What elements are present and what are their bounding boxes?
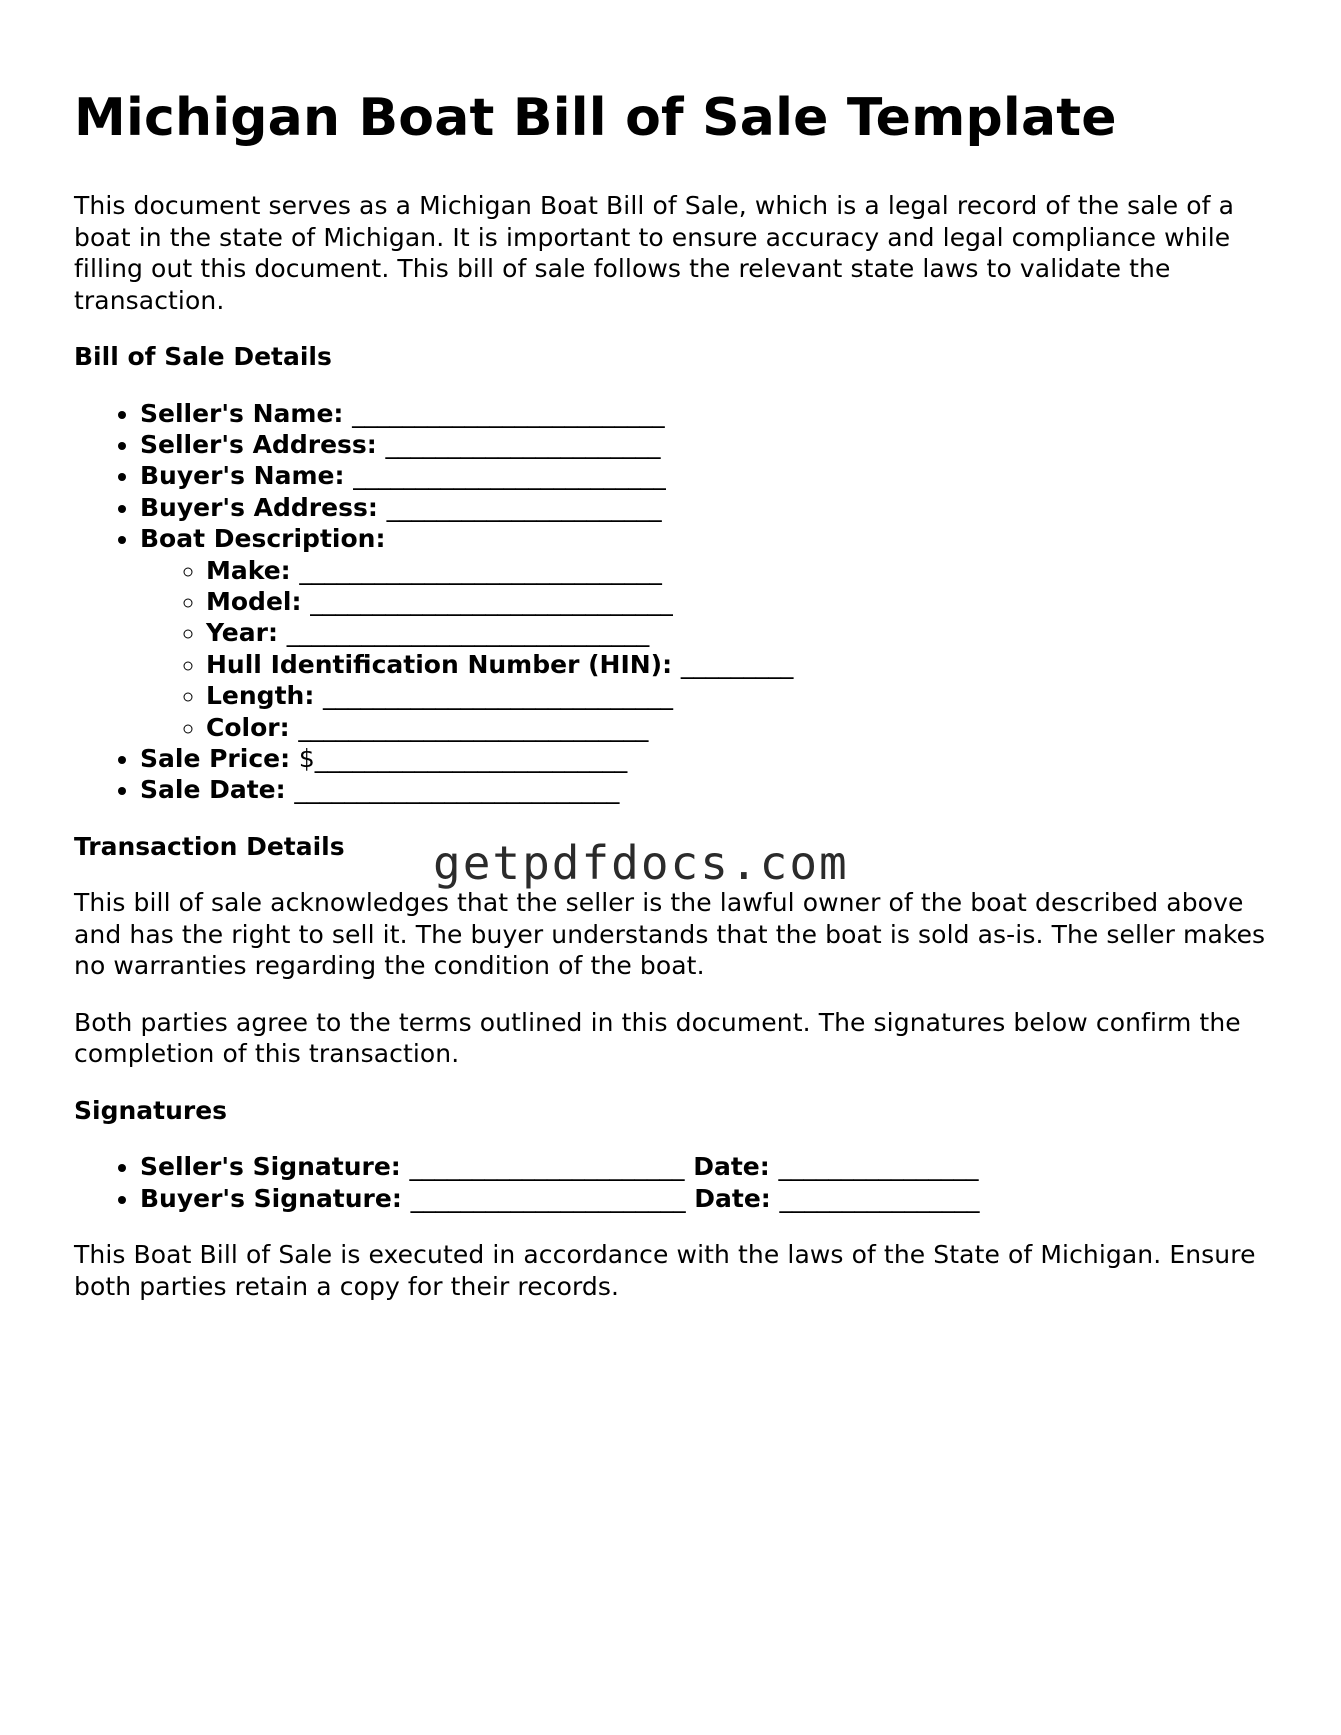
boat-description-field <box>140 523 1274 743</box>
color-blank[interactable]: ____________________________ <box>298 712 649 742</box>
length-field <box>206 680 1274 711</box>
intro-paragraph: This document serves as a Michigan Boat Bill of Sale, which is a legal record of the sale of a boat in the state of Michigan. It is important to ensure accuracy and legal compliance while filling out this document. This bill of sale follows the relevant state laws to validate the transaction. <box>74 191 1235 315</box>
make-label: Make: <box>206 555 291 585</box>
seller-name-blank[interactable]: _________________________ <box>352 398 665 428</box>
length-blank[interactable]: ____________________________ <box>323 681 674 711</box>
model-blank[interactable]: _____________________________ <box>310 586 673 616</box>
sale-date-blank[interactable]: __________________________ <box>294 775 620 805</box>
seller-name-label: Seller's Name: <box>140 398 344 428</box>
details-heading: Bill of Sale Details <box>74 342 332 371</box>
buyer-address-label: Buyer's Address: <box>140 492 378 522</box>
sale-date-label: Sale Date: <box>140 775 286 805</box>
buyer-signature-field <box>140 1183 1274 1214</box>
buyer-address-blank[interactable]: ______________________ <box>386 492 662 522</box>
sale-price-blank[interactable]: $_________________________ <box>298 743 628 773</box>
hin-blank[interactable]: _________ <box>680 649 794 679</box>
buyer-name-field <box>140 460 1274 491</box>
year-label: Year: <box>206 618 278 648</box>
seller-address-blank[interactable]: ______________________ <box>385 429 661 459</box>
hin-label: Hull Identification Number (HIN): <box>206 649 673 679</box>
transaction-paragraph-2: Both parties agree to the terms outlined in this document. The signatures below confirm the completion of this transaction. <box>74 1007 1241 1069</box>
seller-signature-field <box>140 1151 1274 1182</box>
buyer-signature-blank[interactable]: ______________________ <box>410 1183 686 1213</box>
length-label: Length: <box>206 681 315 711</box>
year-blank[interactable]: _____________________________ <box>286 618 650 648</box>
seller-date-label: Date: <box>693 1152 770 1182</box>
details-list <box>74 398 1274 806</box>
year-field <box>206 617 1274 648</box>
model-field <box>206 586 1274 617</box>
color-label: Color: <box>206 712 290 742</box>
buyer-signature-label: Buyer's Signature: <box>140 1183 402 1213</box>
closing-paragraph: This Boat Bill of Sale is executed in accordance with the laws of the State of Michigan. Ensure both parties retain a copy for their records. <box>74 1240 1256 1301</box>
seller-signature-blank[interactable]: ______________________ <box>409 1152 685 1182</box>
boat-description-label: Boat Description: <box>140 524 386 554</box>
document-page <box>74 88 1274 1327</box>
model-label: Model: <box>206 586 302 616</box>
seller-name-field <box>140 398 1274 429</box>
color-field <box>206 712 1274 743</box>
watermark: getpdfdocs.com <box>433 836 849 890</box>
seller-signature-label: Seller's Signature: <box>140 1152 401 1182</box>
transaction-heading: Transaction Details <box>74 831 345 861</box>
transaction-paragraph-1: This bill of sale acknowledges that the seller is the lawful owner of the boat described above and has the right to sell it. The buyer understands that the boat is sold as-is. The seller makes no warranties regarding the condition of the boat. <box>74 888 1266 981</box>
signatures-list <box>74 1151 1274 1214</box>
sale-date-field <box>140 774 1274 805</box>
seller-date-blank[interactable]: ________________ <box>778 1152 979 1182</box>
boat-description-list <box>140 555 1274 743</box>
make-blank[interactable]: _____________________________ <box>299 555 662 585</box>
document-title: Michigan Boat Bill of Sale Template <box>74 88 1117 148</box>
seller-address-field <box>140 429 1274 460</box>
signatures-heading: Signatures <box>74 1095 228 1125</box>
buyer-name-label: Buyer's Name: <box>140 461 345 491</box>
sale-price-field <box>140 743 1274 774</box>
buyer-address-field <box>140 492 1274 523</box>
buyer-date-blank[interactable]: ________________ <box>779 1183 980 1213</box>
make-field <box>206 555 1274 586</box>
hin-field <box>206 649 1274 680</box>
buyer-name-blank[interactable]: _________________________ <box>353 461 666 491</box>
sale-price-label: Sale Price: <box>140 743 291 773</box>
seller-address-label: Seller's Address: <box>140 429 377 459</box>
buyer-date-label: Date: <box>694 1183 771 1213</box>
